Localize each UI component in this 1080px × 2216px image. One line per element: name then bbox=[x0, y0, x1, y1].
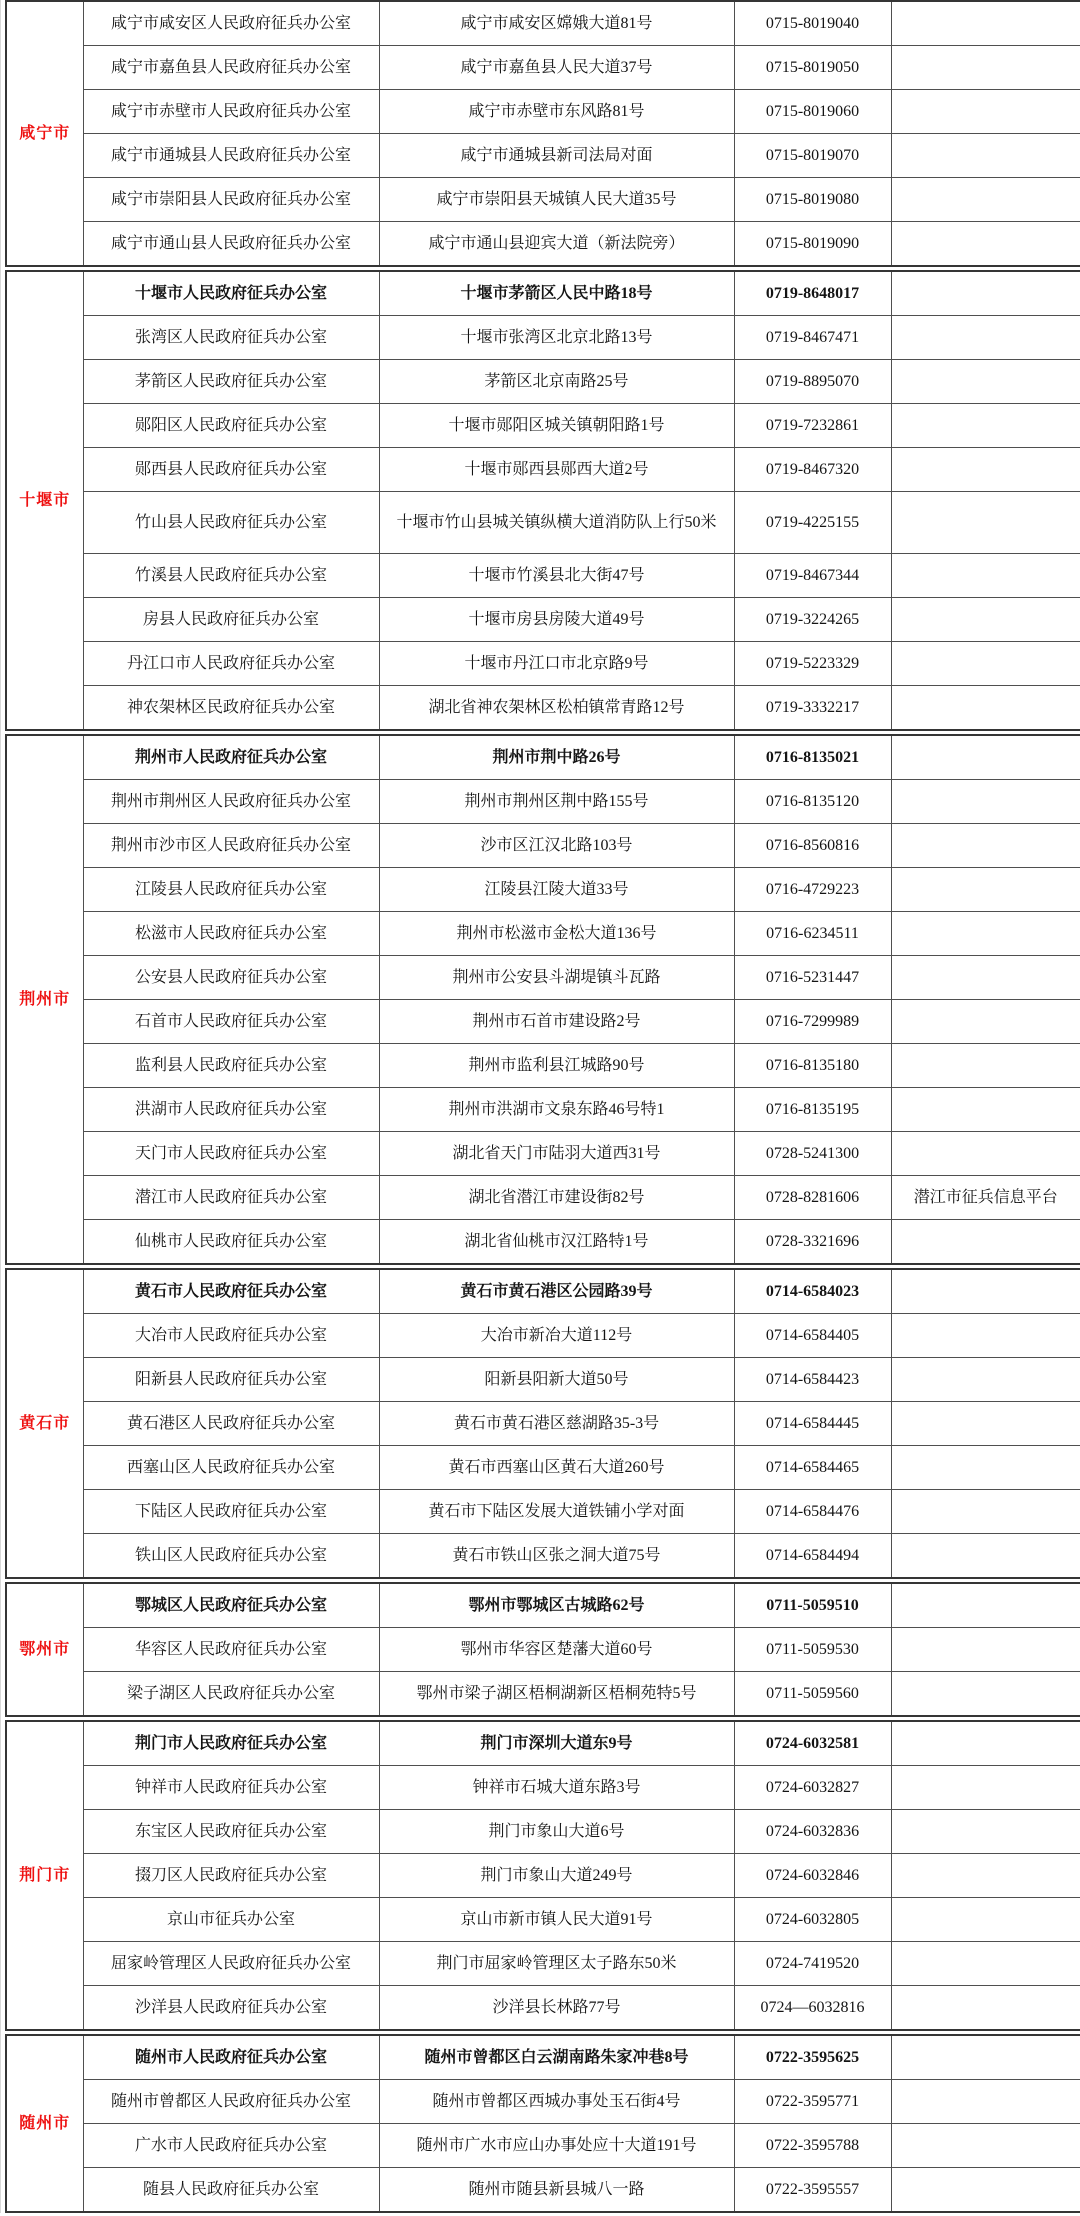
office-cell: 黄石市人民政府征兵办公室 bbox=[83, 1269, 379, 1314]
table-row bbox=[6, 824, 1080, 868]
address-cell: 荆门市象山大道6号 bbox=[379, 1810, 734, 1854]
office-cell: 松滋市人民政府征兵办公室 bbox=[83, 912, 379, 956]
phone-cell: 0722-3595788 bbox=[734, 2124, 891, 2168]
note-cell bbox=[891, 554, 1080, 598]
note-cell bbox=[891, 642, 1080, 686]
address-cell: 京山市新市镇人民大道91号 bbox=[379, 1898, 734, 1942]
table-row bbox=[6, 1088, 1080, 1132]
city-label: 荆门市 bbox=[6, 1721, 83, 2030]
phone-cell: 0722-3595625 bbox=[734, 2035, 891, 2080]
table-row bbox=[6, 2080, 1080, 2124]
office-cell: 洪湖市人民政府征兵办公室 bbox=[83, 1088, 379, 1132]
phone-cell: 0716-8135120 bbox=[734, 780, 891, 824]
note-cell bbox=[891, 222, 1080, 267]
note-cell bbox=[891, 1672, 1080, 1717]
phone-cell: 0716-5231447 bbox=[734, 956, 891, 1000]
address-cell: 阳新县阳新大道50号 bbox=[379, 1358, 734, 1402]
city-section-table bbox=[5, 2034, 1080, 2213]
address-cell: 荆州市荆中路26号 bbox=[379, 735, 734, 780]
address-cell: 荆州市监利县江城路90号 bbox=[379, 1044, 734, 1088]
office-cell: 房县人民政府征兵办公室 bbox=[83, 598, 379, 642]
note-cell bbox=[891, 956, 1080, 1000]
office-cell: 荆门市人民政府征兵办公室 bbox=[83, 1721, 379, 1766]
table-row bbox=[6, 1810, 1080, 1854]
table-row bbox=[6, 316, 1080, 360]
phone-cell: 0714-6584465 bbox=[734, 1446, 891, 1490]
office-cell: 郧西县人民政府征兵办公室 bbox=[83, 448, 379, 492]
table-row bbox=[6, 1942, 1080, 1986]
city-label: 鄂州市 bbox=[6, 1583, 83, 1716]
note-cell bbox=[891, 1220, 1080, 1265]
office-cell: 竹山县人民政府征兵办公室 bbox=[83, 492, 379, 554]
address-cell: 随州市曾都区白云湖南路朱家冲巷8号 bbox=[379, 2035, 734, 2080]
table-row bbox=[6, 404, 1080, 448]
table-row bbox=[6, 868, 1080, 912]
city-section-table bbox=[5, 1268, 1080, 1579]
office-cell: 随县人民政府征兵办公室 bbox=[83, 2168, 379, 2213]
office-cell: 咸宁市崇阳县人民政府征兵办公室 bbox=[83, 178, 379, 222]
note-cell bbox=[891, 1490, 1080, 1534]
office-cell: 咸宁市赤壁市人民政府征兵办公室 bbox=[83, 90, 379, 134]
note-cell: 潜江市征兵信息平台 bbox=[891, 1176, 1080, 1220]
address-cell: 沙洋县长林路77号 bbox=[379, 1986, 734, 2031]
office-cell: 随州市人民政府征兵办公室 bbox=[83, 2035, 379, 2080]
note-cell bbox=[891, 868, 1080, 912]
address-cell: 黄石市黄石港区慈湖路35-3号 bbox=[379, 1402, 734, 1446]
address-cell: 黄石市铁山区张之洞大道75号 bbox=[379, 1534, 734, 1579]
city-section-table bbox=[5, 0, 1080, 267]
phone-cell: 0714-6584494 bbox=[734, 1534, 891, 1579]
address-cell: 随州市曾都区西城办事处玉石街4号 bbox=[379, 2080, 734, 2124]
note-cell bbox=[891, 1000, 1080, 1044]
table-row bbox=[6, 178, 1080, 222]
phone-cell: 0716-8135021 bbox=[734, 735, 891, 780]
phone-cell: 0719-8467320 bbox=[734, 448, 891, 492]
note-cell bbox=[891, 1721, 1080, 1766]
office-cell: 郧阳区人民政府征兵办公室 bbox=[83, 404, 379, 448]
table-row bbox=[6, 1269, 1080, 1314]
address-cell: 湖北省仙桃市汉江路特1号 bbox=[379, 1220, 734, 1265]
city-label: 随州市 bbox=[6, 2035, 83, 2212]
office-cell: 竹溪县人民政府征兵办公室 bbox=[83, 554, 379, 598]
table-row bbox=[6, 448, 1080, 492]
office-cell: 石首市人民政府征兵办公室 bbox=[83, 1000, 379, 1044]
address-cell: 十堰市郧阳区城关镇朝阳路1号 bbox=[379, 404, 734, 448]
table-row bbox=[6, 1628, 1080, 1672]
phone-cell: 0728-3321696 bbox=[734, 1220, 891, 1265]
table-row bbox=[6, 1766, 1080, 1810]
phone-cell: 0719-4225155 bbox=[734, 492, 891, 554]
note-cell bbox=[891, 1269, 1080, 1314]
table-row bbox=[6, 271, 1080, 316]
address-cell: 鄂州市鄂城区古城路62号 bbox=[379, 1583, 734, 1628]
table-row bbox=[6, 1986, 1080, 2031]
note-cell bbox=[891, 2168, 1080, 2213]
office-cell: 神农架林区民政府征兵办公室 bbox=[83, 686, 379, 731]
office-cell: 广水市人民政府征兵办公室 bbox=[83, 2124, 379, 2168]
note-cell bbox=[891, 1942, 1080, 1986]
office-cell: 荆州市荆州区人民政府征兵办公室 bbox=[83, 780, 379, 824]
table-row bbox=[6, 1314, 1080, 1358]
table-row bbox=[6, 1446, 1080, 1490]
address-cell: 茅箭区北京南路25号 bbox=[379, 360, 734, 404]
office-cell: 咸宁市通城县人民政府征兵办公室 bbox=[83, 134, 379, 178]
note-cell bbox=[891, 134, 1080, 178]
note-cell bbox=[891, 404, 1080, 448]
office-cell: 大冶市人民政府征兵办公室 bbox=[83, 1314, 379, 1358]
address-cell: 随州市广水市应山办事处应十大道191号 bbox=[379, 2124, 734, 2168]
table-row bbox=[6, 492, 1080, 554]
phone-cell: 0728-8281606 bbox=[734, 1176, 891, 1220]
table-row bbox=[6, 598, 1080, 642]
note-cell bbox=[891, 1402, 1080, 1446]
table-row bbox=[6, 956, 1080, 1000]
phone-cell: 0719-3224265 bbox=[734, 598, 891, 642]
table-row bbox=[6, 46, 1080, 90]
city-section-table bbox=[5, 734, 1080, 1265]
office-cell: 仙桃市人民政府征兵办公室 bbox=[83, 1220, 379, 1265]
note-cell bbox=[891, 2035, 1080, 2080]
office-cell: 监利县人民政府征兵办公室 bbox=[83, 1044, 379, 1088]
note-cell bbox=[891, 316, 1080, 360]
address-cell: 十堰市房县房陵大道49号 bbox=[379, 598, 734, 642]
table-row bbox=[6, 642, 1080, 686]
office-cell: 十堰市人民政府征兵办公室 bbox=[83, 271, 379, 316]
phone-cell: 0714-6584405 bbox=[734, 1314, 891, 1358]
address-cell: 沙市区江汉北路103号 bbox=[379, 824, 734, 868]
table-row bbox=[6, 1358, 1080, 1402]
table-row bbox=[6, 735, 1080, 780]
table-row bbox=[6, 1854, 1080, 1898]
table-row bbox=[6, 134, 1080, 178]
conscription-offices-table bbox=[1, 0, 1080, 2213]
office-cell: 咸宁市咸安区人民政府征兵办公室 bbox=[83, 1, 379, 46]
address-cell: 黄石市下陆区发展大道铁铺小学对面 bbox=[379, 1490, 734, 1534]
phone-cell: 0724—6032816 bbox=[734, 1986, 891, 2031]
table-row bbox=[6, 1534, 1080, 1579]
address-cell: 荆州市荆州区荆中路155号 bbox=[379, 780, 734, 824]
phone-cell: 0724-6032836 bbox=[734, 1810, 891, 1854]
address-cell: 十堰市竹溪县北大街47号 bbox=[379, 554, 734, 598]
note-cell bbox=[891, 1088, 1080, 1132]
office-cell: 沙洋县人民政府征兵办公室 bbox=[83, 1986, 379, 2031]
phone-cell: 0728-5241300 bbox=[734, 1132, 891, 1176]
address-cell: 黄石市黄石港区公园路39号 bbox=[379, 1269, 734, 1314]
phone-cell: 0714-6584445 bbox=[734, 1402, 891, 1446]
note-cell bbox=[891, 492, 1080, 554]
note-cell bbox=[891, 1132, 1080, 1176]
note-cell bbox=[891, 1044, 1080, 1088]
office-cell: 梁子湖区人民政府征兵办公室 bbox=[83, 1672, 379, 1717]
office-cell: 钟祥市人民政府征兵办公室 bbox=[83, 1766, 379, 1810]
address-cell: 十堰市郧西县郧西大道2号 bbox=[379, 448, 734, 492]
address-cell: 咸宁市赤壁市东风路81号 bbox=[379, 90, 734, 134]
phone-cell: 0719-3332217 bbox=[734, 686, 891, 731]
phone-cell: 0715-8019050 bbox=[734, 46, 891, 90]
table-row bbox=[6, 222, 1080, 267]
table-row bbox=[6, 90, 1080, 134]
address-cell: 荆门市屈家岭管理区太子路东50米 bbox=[379, 1942, 734, 1986]
table-row bbox=[6, 360, 1080, 404]
address-cell: 江陵县江陵大道33号 bbox=[379, 868, 734, 912]
office-cell: 下陆区人民政府征兵办公室 bbox=[83, 1490, 379, 1534]
address-cell: 咸宁市嘉鱼县人民大道37号 bbox=[379, 46, 734, 90]
table-row bbox=[6, 912, 1080, 956]
phone-cell: 0716-4729223 bbox=[734, 868, 891, 912]
address-cell: 荆州市洪湖市文泉东路46号特1 bbox=[379, 1088, 734, 1132]
address-cell: 鄂州市梁子湖区梧桐湖新区梧桐苑特5号 bbox=[379, 1672, 734, 1717]
note-cell bbox=[891, 1314, 1080, 1358]
office-cell: 华容区人民政府征兵办公室 bbox=[83, 1628, 379, 1672]
phone-cell: 0724-6032846 bbox=[734, 1854, 891, 1898]
office-cell: 茅箭区人民政府征兵办公室 bbox=[83, 360, 379, 404]
phone-cell: 0715-8019080 bbox=[734, 178, 891, 222]
note-cell bbox=[891, 1534, 1080, 1579]
office-cell: 京山市征兵办公室 bbox=[83, 1898, 379, 1942]
address-cell: 咸宁市咸安区嫦娥大道81号 bbox=[379, 1, 734, 46]
table-row bbox=[6, 2168, 1080, 2213]
note-cell bbox=[891, 1854, 1080, 1898]
phone-cell: 0719-8648017 bbox=[734, 271, 891, 316]
note-cell bbox=[891, 780, 1080, 824]
city-label: 咸宁市 bbox=[6, 1, 83, 266]
phone-cell: 0722-3595557 bbox=[734, 2168, 891, 2213]
note-cell bbox=[891, 686, 1080, 731]
address-cell: 鄂州市华容区楚藩大道60号 bbox=[379, 1628, 734, 1672]
note-cell bbox=[891, 90, 1080, 134]
phone-cell: 0714-6584023 bbox=[734, 1269, 891, 1314]
address-cell: 湖北省神农架林区松柏镇常青路12号 bbox=[379, 686, 734, 731]
address-cell: 湖北省天门市陆羽大道西31号 bbox=[379, 1132, 734, 1176]
office-cell: 屈家岭管理区人民政府征兵办公室 bbox=[83, 1942, 379, 1986]
table-row bbox=[6, 554, 1080, 598]
table-row bbox=[6, 1402, 1080, 1446]
phone-cell: 0715-8019060 bbox=[734, 90, 891, 134]
note-cell bbox=[891, 2124, 1080, 2168]
phone-cell: 0716-7299989 bbox=[734, 1000, 891, 1044]
phone-cell: 0719-8467344 bbox=[734, 554, 891, 598]
note-cell bbox=[891, 448, 1080, 492]
phone-cell: 0719-8467471 bbox=[734, 316, 891, 360]
office-cell: 丹江口市人民政府征兵办公室 bbox=[83, 642, 379, 686]
phone-cell: 0711-5059530 bbox=[734, 1628, 891, 1672]
office-cell: 江陵县人民政府征兵办公室 bbox=[83, 868, 379, 912]
note-cell bbox=[891, 598, 1080, 642]
office-cell: 随州市曾都区人民政府征兵办公室 bbox=[83, 2080, 379, 2124]
phone-cell: 0714-6584423 bbox=[734, 1358, 891, 1402]
office-cell: 荆州市人民政府征兵办公室 bbox=[83, 735, 379, 780]
note-cell bbox=[891, 1986, 1080, 2031]
phone-cell: 0724-6032827 bbox=[734, 1766, 891, 1810]
address-cell: 咸宁市通城县新司法局对面 bbox=[379, 134, 734, 178]
phone-cell: 0715-8019040 bbox=[734, 1, 891, 46]
phone-cell: 0711-5059560 bbox=[734, 1672, 891, 1717]
note-cell bbox=[891, 360, 1080, 404]
city-section-table bbox=[5, 1582, 1080, 1717]
table-row bbox=[6, 1898, 1080, 1942]
address-cell: 黄石市西塞山区黄石大道260号 bbox=[379, 1446, 734, 1490]
phone-cell: 0722-3595771 bbox=[734, 2080, 891, 2124]
phone-cell: 0711-5059510 bbox=[734, 1583, 891, 1628]
address-cell: 大冶市新冶大道112号 bbox=[379, 1314, 734, 1358]
address-cell: 十堰市张湾区北京北路13号 bbox=[379, 316, 734, 360]
phone-cell: 0716-8135180 bbox=[734, 1044, 891, 1088]
office-cell: 咸宁市嘉鱼县人民政府征兵办公室 bbox=[83, 46, 379, 90]
office-cell: 潜江市人民政府征兵办公室 bbox=[83, 1176, 379, 1220]
note-cell bbox=[891, 46, 1080, 90]
table-row bbox=[6, 1, 1080, 46]
phone-cell: 0719-5223329 bbox=[734, 642, 891, 686]
phone-cell: 0724-7419520 bbox=[734, 1942, 891, 1986]
phone-cell: 0724-6032805 bbox=[734, 1898, 891, 1942]
note-cell bbox=[891, 1766, 1080, 1810]
phone-cell: 0716-8560816 bbox=[734, 824, 891, 868]
note-cell bbox=[891, 1358, 1080, 1402]
office-cell: 黄石港区人民政府征兵办公室 bbox=[83, 1402, 379, 1446]
address-cell: 十堰市丹江口市北京路9号 bbox=[379, 642, 734, 686]
office-cell: 东宝区人民政府征兵办公室 bbox=[83, 1810, 379, 1854]
phone-cell: 0715-8019090 bbox=[734, 222, 891, 267]
address-cell: 荆门市深圳大道东9号 bbox=[379, 1721, 734, 1766]
office-cell: 西塞山区人民政府征兵办公室 bbox=[83, 1446, 379, 1490]
table-row bbox=[6, 1044, 1080, 1088]
note-cell bbox=[891, 1, 1080, 46]
phone-cell: 0719-8895070 bbox=[734, 360, 891, 404]
address-cell: 荆州市公安县斗湖堤镇斗瓦路 bbox=[379, 956, 734, 1000]
note-cell bbox=[891, 1810, 1080, 1854]
city-section-table bbox=[5, 1720, 1080, 2031]
office-cell: 张湾区人民政府征兵办公室 bbox=[83, 316, 379, 360]
table-row bbox=[6, 1176, 1080, 1220]
phone-cell: 0716-6234511 bbox=[734, 912, 891, 956]
city-label: 十堰市 bbox=[6, 271, 83, 730]
address-cell: 咸宁市崇阳县天城镇人民大道35号 bbox=[379, 178, 734, 222]
table-row bbox=[6, 1000, 1080, 1044]
note-cell bbox=[891, 824, 1080, 868]
table-row bbox=[6, 1583, 1080, 1628]
office-cell: 阳新县人民政府征兵办公室 bbox=[83, 1358, 379, 1402]
table-row bbox=[6, 1672, 1080, 1717]
note-cell bbox=[891, 2080, 1080, 2124]
note-cell bbox=[891, 1898, 1080, 1942]
note-cell bbox=[891, 912, 1080, 956]
address-cell: 荆门市象山大道249号 bbox=[379, 1854, 734, 1898]
office-cell: 公安县人民政府征兵办公室 bbox=[83, 956, 379, 1000]
note-cell bbox=[891, 735, 1080, 780]
office-cell: 咸宁市通山县人民政府征兵办公室 bbox=[83, 222, 379, 267]
office-cell: 鄂城区人民政府征兵办公室 bbox=[83, 1583, 379, 1628]
phone-cell: 0715-8019070 bbox=[734, 134, 891, 178]
city-section-table bbox=[5, 270, 1080, 731]
note-cell bbox=[891, 178, 1080, 222]
table-row bbox=[6, 2124, 1080, 2168]
table-row bbox=[6, 2035, 1080, 2080]
city-label: 荆州市 bbox=[6, 735, 83, 1264]
address-cell: 十堰市茅箭区人民中路18号 bbox=[379, 271, 734, 316]
table-row bbox=[6, 1132, 1080, 1176]
phone-cell: 0716-8135195 bbox=[734, 1088, 891, 1132]
office-cell: 荆州市沙市区人民政府征兵办公室 bbox=[83, 824, 379, 868]
note-cell bbox=[891, 1446, 1080, 1490]
table-row bbox=[6, 1220, 1080, 1265]
address-cell: 荆州市松滋市金松大道136号 bbox=[379, 912, 734, 956]
address-cell: 钟祥市石城大道东路3号 bbox=[379, 1766, 734, 1810]
phone-cell: 0724-6032581 bbox=[734, 1721, 891, 1766]
address-cell: 随州市随县新县城八一路 bbox=[379, 2168, 734, 2213]
table-row bbox=[6, 686, 1080, 731]
note-cell bbox=[891, 1583, 1080, 1628]
city-label: 黄石市 bbox=[6, 1269, 83, 1578]
phone-cell: 0719-7232861 bbox=[734, 404, 891, 448]
office-cell: 铁山区人民政府征兵办公室 bbox=[83, 1534, 379, 1579]
note-cell bbox=[891, 1628, 1080, 1672]
phone-cell: 0714-6584476 bbox=[734, 1490, 891, 1534]
address-cell: 咸宁市通山县迎宾大道（新法院旁） bbox=[379, 222, 734, 267]
table-row bbox=[6, 1490, 1080, 1534]
address-cell: 十堰市竹山县城关镇纵横大道消防队上行50米 bbox=[379, 492, 734, 554]
table-row bbox=[6, 1721, 1080, 1766]
note-cell bbox=[891, 271, 1080, 316]
office-cell: 天门市人民政府征兵办公室 bbox=[83, 1132, 379, 1176]
address-cell: 湖北省潜江市建设街82号 bbox=[379, 1176, 734, 1220]
office-cell: 掇刀区人民政府征兵办公室 bbox=[83, 1854, 379, 1898]
table-row bbox=[6, 780, 1080, 824]
address-cell: 荆州市石首市建设路2号 bbox=[379, 1000, 734, 1044]
